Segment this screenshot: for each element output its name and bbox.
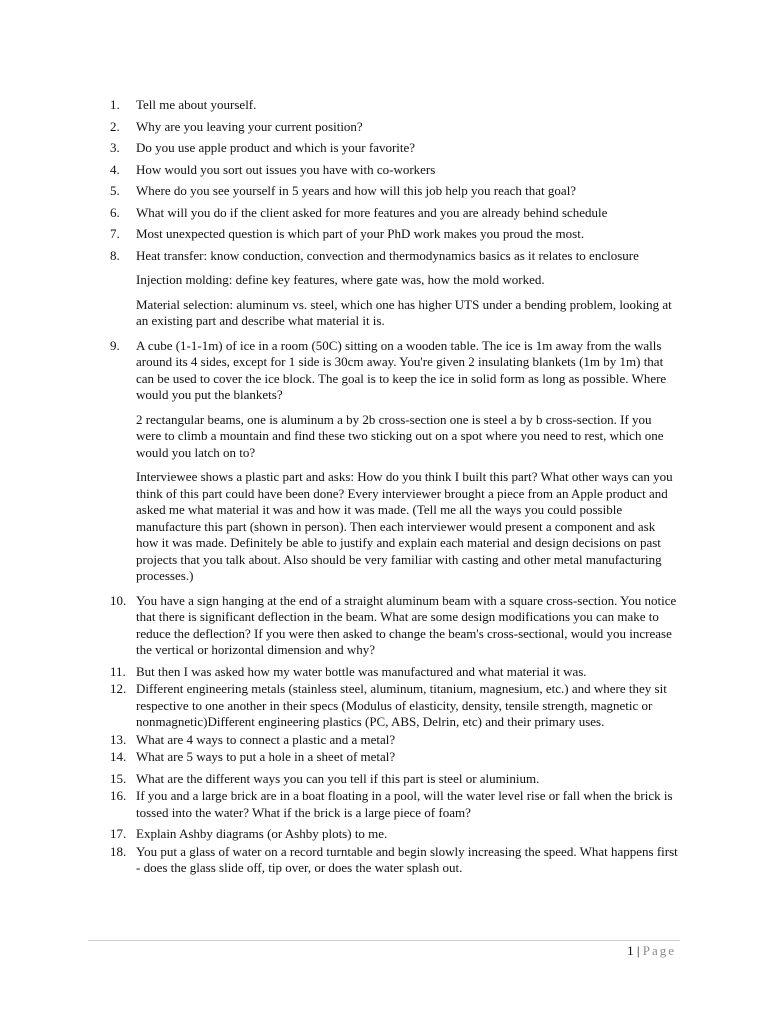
item-text: Explain Ashby diagrams (or Ashby plots) to me. [136, 826, 388, 841]
paragraph-text: Interviewee shows a plastic part and asks: How do you think I built this part? What other ways can you think of this part could have been done? Every interviewer brought a piece from an Apple product and asked me what material it was and how it was made. (Tell me all the ways you could possible manufacture this part (shown in person). Then each interviewer would present a component and ask how it was made. Definitely be able to justify and explain each material and design decisions on past projects that you talk about. Also should be very familiar with casting and other metal manufacturing processes.) [136, 469, 673, 583]
list-item [110, 664, 680, 681]
item-text: What are 4 ways to connect a plastic and a metal? [136, 731, 396, 747]
list-item [110, 248, 680, 265]
item-number: 10. [110, 592, 127, 608]
item-text: You put a glass of water on a record turntable and begin slowly increasing the speed. What happens first - does the glass slide off, tip over, or does the water splash out. [136, 843, 678, 875]
paragraph-text: 2 rectangular beams, one is aluminum a by 2b cross-section one is steel a by b cross-section. If you were to climb a mountain and find these two sticking out on a spot where you need to rest, which one would you latch on to? [136, 411, 664, 460]
item-text: Do you use apple product and which is your favorite? [136, 140, 416, 155]
list-item [110, 162, 680, 179]
footer-divider [88, 940, 680, 941]
item-text: What are the different ways you can you tell if this part is steel or aluminium. [136, 770, 540, 786]
item-number: 17. [110, 826, 127, 841]
page-footer [627, 943, 676, 959]
paragraph-text: Material selection: aluminum vs. steel, which one has higher UTS under a bending problem, looking at an existing part and describe what material it is. [136, 296, 672, 328]
item-number: 16. [110, 788, 127, 803]
item-text: Where do you see yourself in 5 years and how will this job help you reach that goal? [136, 183, 577, 198]
item-number: 4. [110, 161, 120, 177]
item-number: 6. [110, 204, 120, 220]
item-number: 11. [110, 663, 126, 679]
item-text: If you and a large brick are in a boat floating in a pool, will the water level rise or fall when the brick is tossed into the water? What if the brick is a large piece of foam? [136, 788, 673, 820]
item-number: 9. [110, 337, 120, 353]
list-paragraph [110, 297, 680, 330]
item-number: 2. [110, 118, 120, 134]
list-item [110, 749, 680, 766]
item-number: 18. [110, 843, 127, 859]
footer-separator: | [633, 943, 643, 958]
list-item [110, 119, 680, 136]
list-paragraph [110, 469, 680, 585]
item-text: What are 5 ways to put a hole in a sheet of metal? [136, 749, 396, 764]
list-item [110, 226, 680, 243]
page-label: Page [642, 943, 676, 958]
list-item [110, 338, 680, 404]
item-number: 13. [110, 731, 127, 747]
list-item [110, 826, 680, 843]
list-item [110, 681, 680, 731]
item-text: You have a sign hanging at the end of a straight aluminum beam with a square cross-section. You notice that there is significant deflection in the beam. What are some design modifications you can make to reduce the deflection? If you were then asked to change the beam's cross-sectional, would you increase the vertical or horizontal dimension and why? [136, 592, 677, 657]
item-number: 8. [110, 247, 120, 263]
item-text: How would you sort out issues you have with co-workers [136, 161, 436, 177]
item-number: 1. [110, 97, 120, 112]
paragraph-text: Injection molding: define key features, where gate was, how the mold worked. [136, 272, 545, 287]
list-paragraph [110, 412, 680, 462]
item-text: Different engineering metals (stainless steel, aluminum, titanium, magnesium, etc.) and where they sit respective to one another in their specs (Modulus of elasticity, density, tensile strength, magnetic or nonmagnetic)Different engineering plastics (PC, ABS, Delrin, etc) and their primary uses. [136, 681, 667, 729]
item-text: Why are you leaving your current position? [136, 118, 363, 134]
list-item [110, 844, 680, 877]
item-text: What will you do if the client asked for more features and you are already behind schedule [136, 204, 608, 220]
list-item [110, 732, 680, 749]
list-item [110, 788, 680, 821]
list-item [110, 183, 680, 200]
list-paragraph [110, 272, 680, 289]
page-number: 1 [627, 943, 634, 958]
list-item [110, 771, 680, 788]
list-item [110, 205, 680, 222]
item-number: 15. [110, 770, 127, 786]
item-text: Heat transfer: know conduction, convection and thermodynamics basics as it relates to enclosure [136, 247, 639, 263]
list-item [110, 140, 680, 157]
list-item [110, 593, 680, 659]
item-text: Tell me about yourself. [136, 97, 257, 112]
item-number: 14. [110, 749, 127, 764]
item-number: 5. [110, 183, 120, 198]
list-item [110, 97, 680, 114]
item-number: 3. [110, 140, 120, 155]
item-number: 12. [110, 681, 127, 696]
item-text: Most unexpected question is which part of your PhD work makes you proud the most. [136, 226, 585, 241]
item-text: But then I was asked how my water bottle was manufactured and what material it was. [136, 663, 587, 679]
item-number: 7. [110, 226, 120, 241]
question-list [110, 97, 680, 877]
item-text: A cube (1-1-1m) of ice in a room (50C) sitting on a wooden table. The ice is 1m away from the walls around its 4 sides, except for 1 side is 30cm away. You're given 2 insulating blankets (1m by 1m) that can be used to cover the ice block. The goal is to keep the ice in solid form as long as possible. Where would you put the blankets? [136, 337, 667, 402]
